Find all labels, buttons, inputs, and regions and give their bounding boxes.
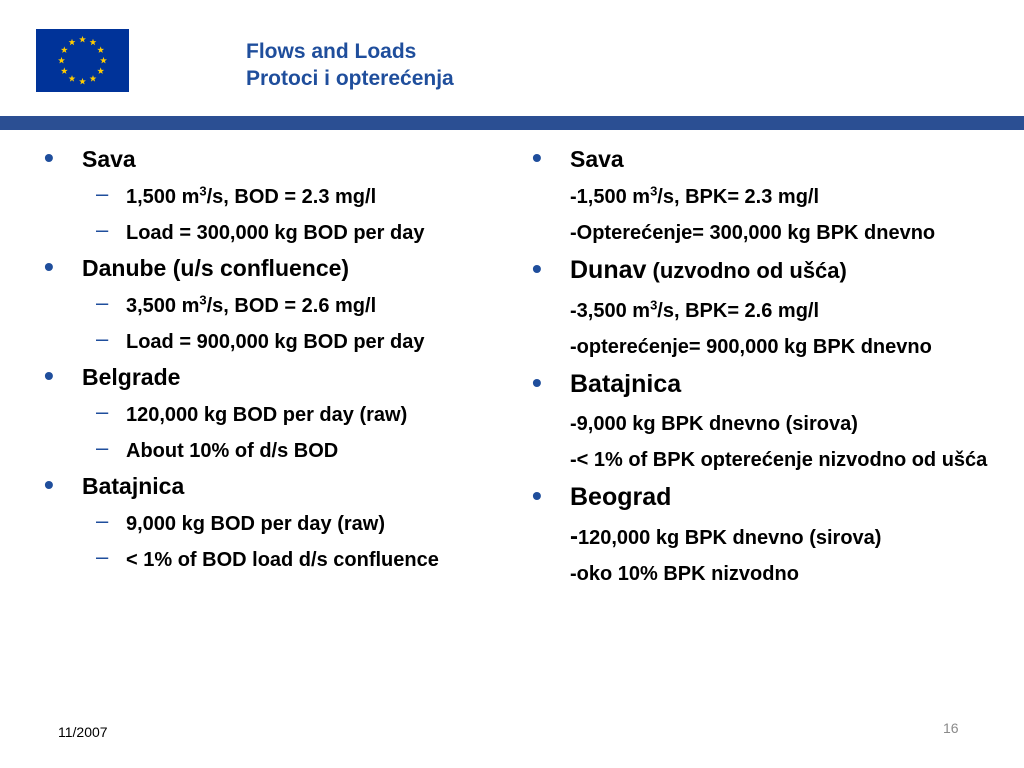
bullet-batajnica-sr: • Batajnica (532, 367, 682, 398)
line-batajnica-load-sr: -9,000 kg BPK dnevno (sirova) (570, 413, 858, 435)
star-icon (100, 57, 107, 64)
star-icon (79, 78, 86, 85)
star-icon (90, 75, 97, 82)
bullet-icon: • (532, 253, 542, 284)
english-column (40, 142, 500, 581)
star-icon (79, 36, 86, 43)
eu-flag-logo (36, 29, 129, 92)
bullet-beograd-sr: • Beograd (532, 480, 672, 511)
bullet-icon: • (532, 142, 542, 173)
title-english: Flows and Loads (246, 40, 417, 63)
star-icon (69, 75, 76, 82)
line-beograd-load-sr: -120,000 kg BPK dnevno (sirova) (570, 523, 882, 550)
sub-bullet-danube-load: – Load = 900,000 kg BOD per day (96, 326, 425, 353)
star-icon (61, 67, 68, 74)
dash-icon: – (96, 508, 109, 533)
star-icon (97, 46, 104, 53)
bullet-batajnica: • Batajnica (44, 469, 185, 500)
star-icon (90, 39, 97, 46)
line-batajnica-share-sr: -< 1% of BPK opterećenje nizvodno od ušća (570, 449, 988, 471)
star-icon (69, 39, 76, 46)
line-dunav-flow-sr: -3,500 $m^3/s$, BPK= 2.6 mg/l (570, 297, 820, 322)
star-icon (97, 67, 104, 74)
eu-stars-icon (36, 29, 129, 92)
sub-bullet-sava-load: – Load = 300,000 kg BOD per day (96, 217, 425, 244)
sub-bullet-batajnica-load: – 9,000 kg BOD per day (raw) (96, 508, 385, 535)
bullet-icon: • (532, 367, 542, 398)
sub-bullet-sava-flow: – 1,500 $m^3/s$, BOD = 2.3 mg/l (96, 181, 377, 208)
sub-bullet-danube-flow: – 3,500 $m^3/s$, BOD = 2.6 mg/l (96, 290, 377, 317)
bullet-icon: • (44, 251, 54, 282)
dash-icon: – (96, 326, 109, 351)
line-dunav-load-sr: -opterećenje= 900,000 kg BPK dnevno (570, 336, 932, 358)
dash-icon: – (96, 399, 109, 424)
sub-bullet-batajnica-share: – < 1% of BOD load d/s confluence (96, 544, 439, 571)
dash-icon: – (96, 290, 109, 315)
star-icon (58, 57, 65, 64)
header-divider (0, 116, 1024, 130)
bullet-icon: • (532, 480, 542, 511)
bullet-icon: • (44, 469, 54, 500)
bullet-sava: • Sava (44, 142, 136, 173)
page-number: 16 (943, 720, 959, 736)
sub-bullet-belgrade-load: – 120,000 kg BOD per day (raw) (96, 399, 408, 426)
bullet-icon: • (44, 360, 54, 391)
line-sava-load-sr: -Opterećenje= 300,000 kg BPK dnevno (570, 222, 936, 244)
line-beograd-share-sr: -oko 10% BPK nizvodno (570, 563, 799, 585)
footer-date: 11/2007 (58, 724, 108, 740)
dash-icon: – (96, 544, 109, 569)
dash-icon: – (96, 435, 109, 460)
bullet-icon: • (44, 142, 54, 173)
sub-bullet-belgrade-share: – About 10% of d/s BOD (96, 435, 339, 462)
star-icon (61, 46, 68, 53)
dash-icon: – (96, 217, 109, 242)
bullet-dunav-sr: • Dunav (uzvodno od ušća) (532, 253, 847, 284)
serbian-column (530, 142, 1000, 595)
bullet-sava-sr: • Sava (532, 142, 624, 173)
line-sava-flow-sr: -1,500 $m^3/s$, BPK= 2.3 mg/l (570, 183, 820, 208)
page-title (246, 38, 454, 92)
title-serbian: Protoci i opterećenja (246, 67, 454, 90)
bullet-belgrade: • Belgrade (44, 360, 181, 391)
bullet-danube: • Danube (u/s confluence) (44, 251, 350, 282)
dash-icon: – (96, 181, 109, 206)
